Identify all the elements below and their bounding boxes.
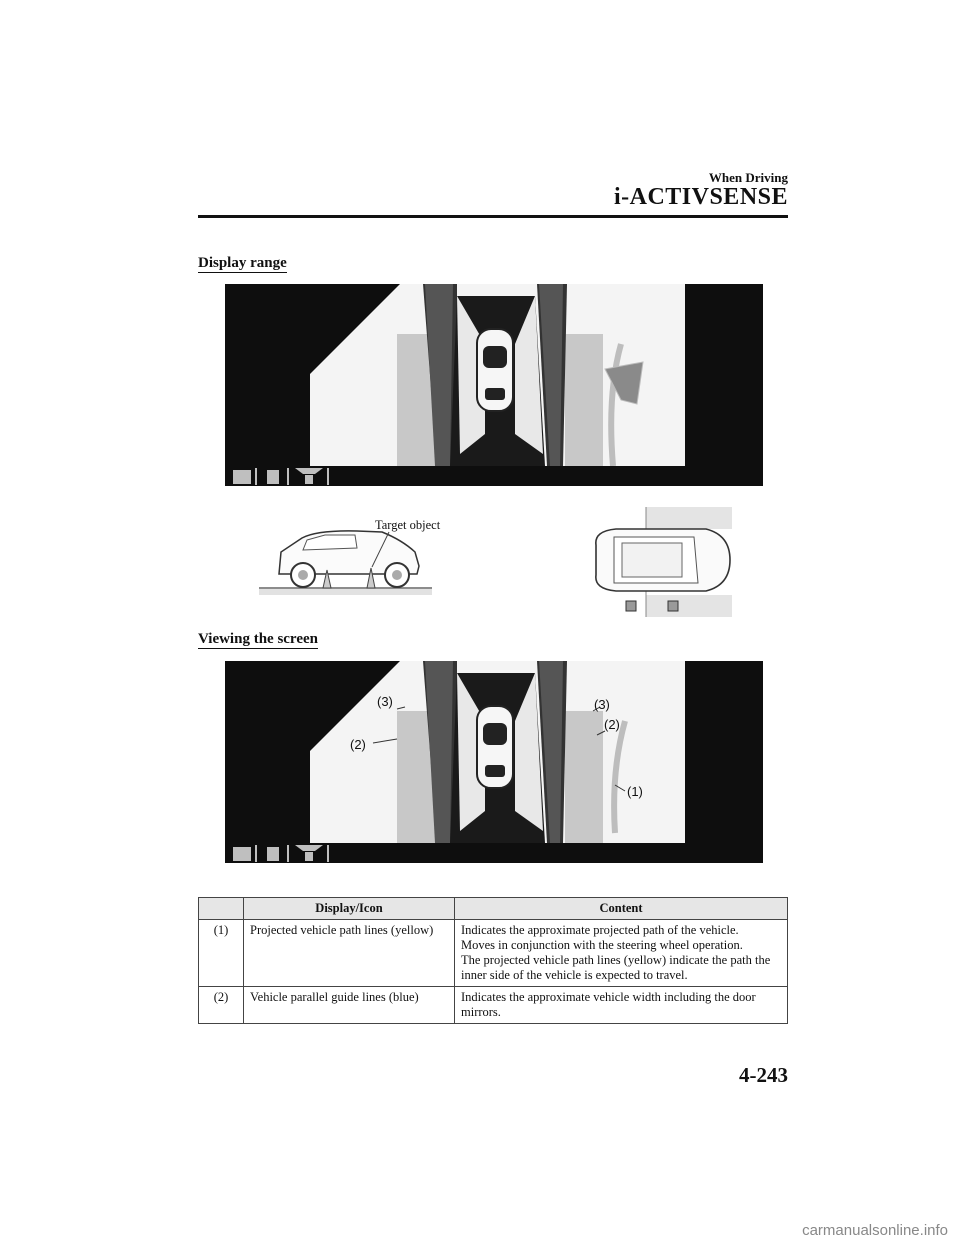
table-row bbox=[199, 987, 788, 1024]
table-header-row bbox=[199, 898, 788, 920]
table-cell-content bbox=[455, 920, 788, 987]
callout-3-right: (3) bbox=[594, 697, 610, 712]
table-row bbox=[199, 920, 788, 987]
content-line: Indicates the approximate vehicle width including the door mirrors. bbox=[461, 990, 756, 1019]
vehicle-top-view-figure bbox=[586, 505, 732, 617]
heading-viewing-screen: Viewing the screen bbox=[198, 631, 318, 647]
content-line: Moves in conjunction with the steering wheel operation. bbox=[461, 938, 743, 952]
header-section: i-ACTIVSENSE bbox=[613, 184, 788, 210]
table-cell-num: (1) bbox=[199, 920, 244, 987]
page-number: 4-243 bbox=[739, 1063, 788, 1087]
content-line: The projected vehicle path lines (yellow) indicate the path the inner side of the vehicle is expected to travel. bbox=[461, 953, 771, 982]
callout-2-left: (2) bbox=[350, 737, 366, 752]
callout-3-left: (3) bbox=[377, 694, 393, 709]
camera-screen-figure-2 bbox=[225, 661, 763, 863]
display-icon-table bbox=[198, 897, 788, 1024]
table-cell-display: Projected vehicle path lines (yellow) bbox=[244, 920, 455, 987]
table-cell-display: Vehicle parallel guide lines (blue) bbox=[244, 987, 455, 1024]
table-cell-num: (2) bbox=[199, 987, 244, 1024]
camera-screen-figure-1 bbox=[225, 284, 763, 486]
table-header-display: Display/Icon bbox=[244, 898, 455, 920]
header-chapter: When Driving bbox=[708, 170, 788, 185]
table-header-num bbox=[199, 898, 244, 920]
content-line: Indicates the approximate projected path of the vehicle. bbox=[461, 923, 739, 937]
watermark: carmanualsonline.info bbox=[802, 1222, 948, 1239]
callout-2-right: (2) bbox=[604, 717, 620, 732]
table-header-content: Content bbox=[455, 898, 788, 920]
heading-display-range: Display range bbox=[198, 255, 287, 271]
callout-1: (1) bbox=[627, 784, 643, 799]
table-cell-content bbox=[455, 987, 788, 1024]
header-rule bbox=[198, 215, 788, 218]
target-object-label: Target object bbox=[375, 518, 441, 532]
